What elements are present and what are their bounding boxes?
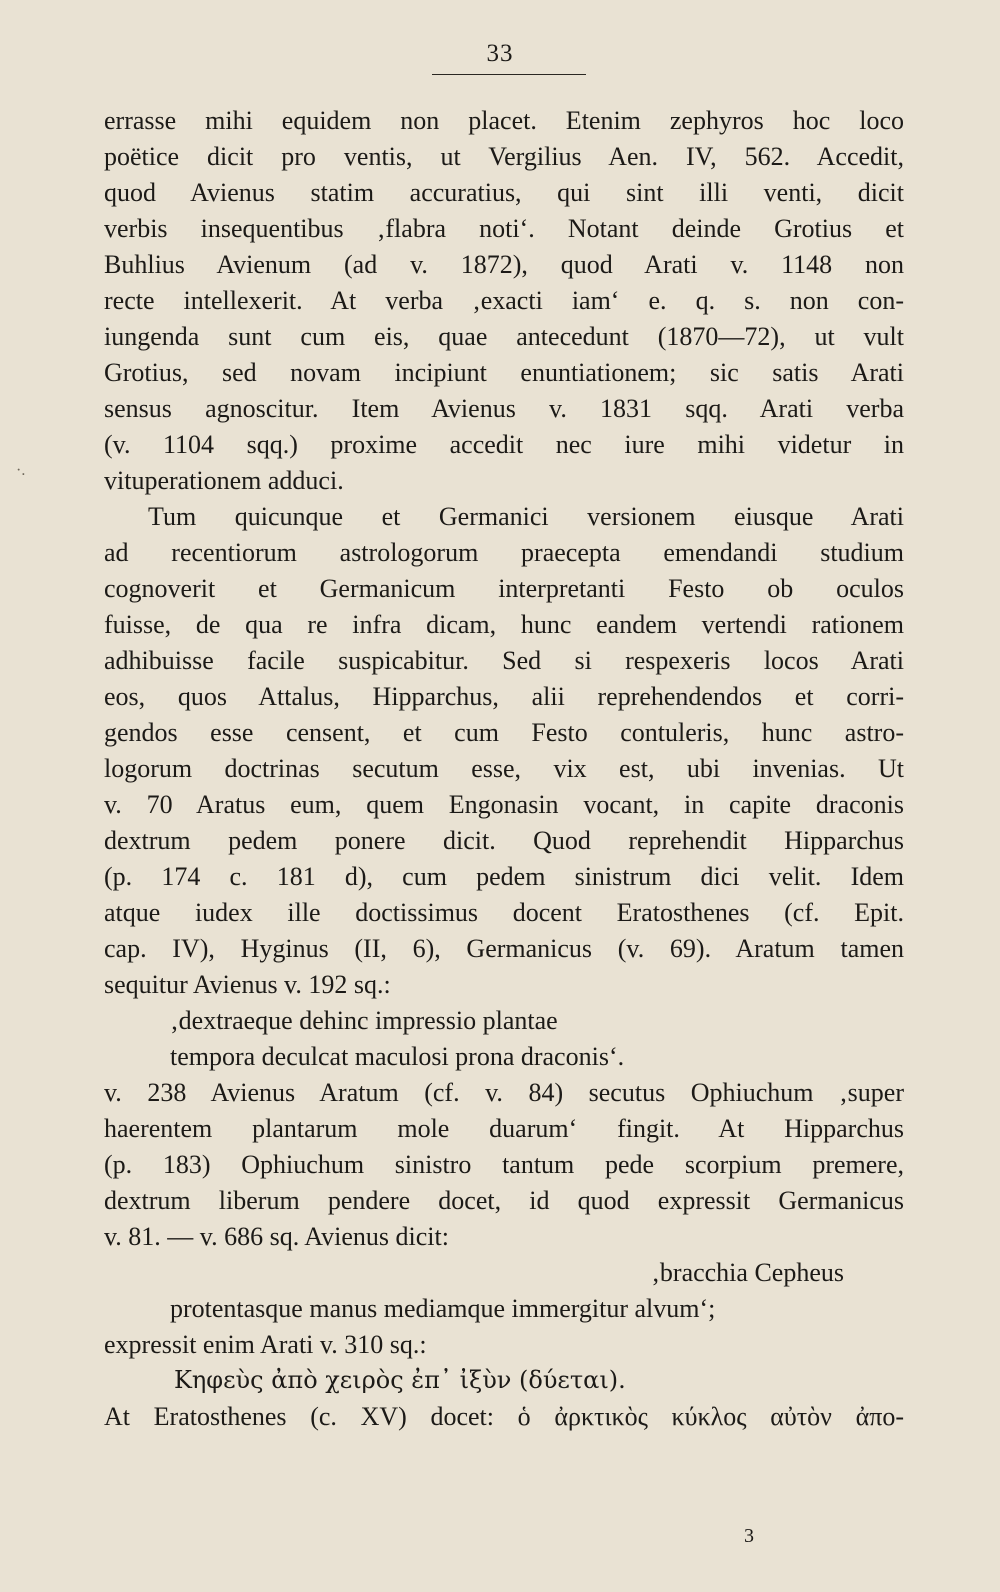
text-line: errasse mihi equidem non placet. Etenim zephyros hoc loco — [104, 106, 904, 135]
text-line: Buhlius Avienum (ad v. 1872), quod Arati v. 1148 non — [104, 250, 904, 279]
text-line: Grotius, sed novam incipiunt enuntiationem; sic satis Arati — [104, 358, 904, 387]
text-line: atque iudex ille doctissimus docent Eratosthenes (cf. Epit. — [104, 898, 904, 927]
margin-mark: ·. — [16, 462, 26, 479]
verse-quote-line: ‚bracchia Cepheus — [651, 1258, 844, 1287]
text-line: quod Avienus statim accuratius, qui sint illi venti, dicit — [104, 178, 904, 207]
page-number: 33 — [486, 40, 514, 67]
text-line: cap. IV), Hyginus (II, 6), Germanicus (v. 69). Aratum tamen — [104, 934, 904, 963]
text-line: sequitur Avienus v. 192 sq.: — [104, 970, 391, 999]
text-line: logorum doctrinas secutum esse, vix est, ubi invenias. Ut — [104, 754, 904, 783]
text-line: v. 70 Aratus eum, quem Engonasin vocant, in capite draconis — [104, 790, 904, 819]
text-line: eos, quos Attalus, Hipparchus, alii reprehendendos et corri- — [104, 682, 904, 711]
text-line: iungenda sunt cum eis, quae antecedunt (1870—72), ut vult — [104, 322, 904, 351]
text-line: poëtice dicit pro ventis, ut Vergilius Aen. IV, 562. Accedit, — [104, 142, 904, 171]
text-line: haerentem plantarum mole duarum‘ fingit. At Hipparchus — [104, 1114, 904, 1143]
text-line: gendos esse censent, et cum Festo contuleris, hunc astro- — [104, 718, 904, 747]
header-rule — [432, 74, 586, 75]
verse-quote-line: protentasque manus mediamque immergitur alvum‘; — [170, 1294, 716, 1323]
text-line: (v. 1104 sqq.) proxime accedit nec iure mihi videtur in — [104, 430, 904, 459]
text-line: ad recentiorum astrologorum praecepta emendandi studium — [104, 538, 904, 567]
text-line: verbis insequentibus ‚flabra noti‘. Notant deinde Grotius et — [104, 214, 904, 243]
text-line: v. 81. — v. 686 sq. Avienus dicit: — [104, 1222, 449, 1251]
text-line: v. 238 Avienus Aratum (cf. v. 84) secutus Ophiuchum ‚super — [104, 1078, 904, 1107]
signature-mark: 3 — [744, 1525, 754, 1547]
text-line: (p. 183) Ophiuchum sinistro tantum pede scorpium premere, — [104, 1150, 904, 1179]
text-line: adhibuisse facile suspicabitur. Sed si respexeris locos Arati — [104, 646, 904, 675]
text-line: (p. 174 c. 181 d), cum pedem sinistrum dici velit. Idem — [104, 862, 904, 891]
text-line: expressit enim Arati v. 310 sq.: — [104, 1330, 427, 1359]
verse-quote-line: ‚dextraeque dehinc impressio plantae — [170, 1006, 558, 1035]
verse-quote-line: tempora deculcat maculosi prona draconis‘. — [170, 1042, 625, 1071]
text-line: fuisse, de qua re infra dicam, hunc eandem vertendi rationem — [104, 610, 904, 639]
greek-quote-line: Κηφεὺς ἀπὸ χειρὸς ἐπ᾽ ἰξὺν (δύεται). — [174, 1366, 626, 1394]
text-line: sensus agnoscitur. Item Avienus v. 1831 sqq. Arati verba — [104, 394, 904, 423]
text-line: vituperationem adduci. — [104, 466, 344, 495]
text-line: At Eratosthenes (c. XV) docet: ὁ ἀρκτικὸς κύκλος αὐτὸν ἀπο- — [104, 1402, 904, 1431]
text-line: dextrum liberum pendere docet, id quod expressit Germanicus — [104, 1186, 904, 1215]
paragraph-start-line: Tum quicunque et Germanici versionem eiusque Arati — [148, 502, 904, 531]
body-text — [104, 104, 904, 1436]
text-line: dextrum pedem ponere dicit. Quod reprehendit Hipparchus — [104, 826, 904, 855]
text-line: cognoverit et Germanicum interpretanti Festo ob oculos — [104, 574, 904, 603]
text-line: recte intellexerit. At verba ‚exacti iam‘ e. q. s. non con- — [104, 286, 904, 315]
